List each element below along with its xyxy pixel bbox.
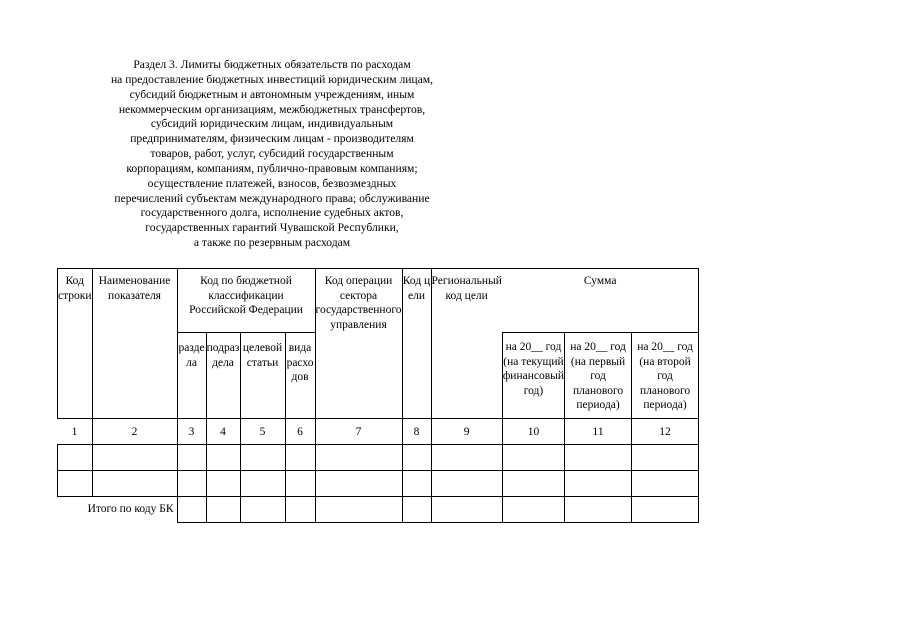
heading-line: субсидий юридическим лицам, индивидуальным: [150, 117, 394, 131]
heading-line: на предоставление бюджетных инвестиций юридическим лицам,: [110, 72, 434, 86]
table-cell: [285, 445, 315, 471]
table-cell: [565, 471, 632, 497]
heading-line: товаров, работ, услуг, субсидий государственным: [150, 147, 394, 161]
table-cell: [240, 445, 285, 471]
header-sum-group: Сумма: [502, 269, 698, 333]
heading-line: осуществление платежей, взносов, безвозмездных: [147, 176, 397, 190]
table-cell: [58, 445, 93, 471]
total-cell: [565, 497, 632, 523]
total-cell: [431, 497, 502, 523]
col-number: 2: [92, 419, 177, 445]
header-year-second: на 20__ год (на второй год планового периода): [632, 333, 699, 419]
table-cell: [502, 445, 564, 471]
header-year-current: на 20__ год (на текущий финансовый год): [502, 333, 564, 419]
header-subsection: подраздела: [206, 333, 240, 419]
col-number: 1: [58, 419, 93, 445]
col-number: 12: [632, 419, 699, 445]
total-cell: [240, 497, 285, 523]
table-cell: [206, 445, 240, 471]
total-cell: [315, 497, 402, 523]
table-row: [58, 445, 699, 471]
table-row: [58, 471, 699, 497]
heading-line: Раздел 3. Лимиты бюджетных обязательств по расходам: [133, 58, 411, 71]
header-indicator-name: Наименование показателя: [92, 269, 177, 419]
heading-line: государственных гарантий Чувашской Республики,: [145, 221, 399, 235]
col-number: 7: [315, 419, 402, 445]
table-cell: [315, 445, 402, 471]
header-sector-operation: Код операции сектора государственного управления: [315, 269, 402, 419]
col-number: 5: [240, 419, 285, 445]
header-target-item: целевой статьи: [240, 333, 285, 419]
heading-line: корпорациям, компаниям, публично-правовым компаниям;: [126, 161, 418, 175]
header-line-code: Код строки: [58, 269, 93, 419]
heading-line: некоммерческим организациям, межбюджетных трансфертов,: [118, 102, 426, 116]
col-number: 8: [402, 419, 431, 445]
header-regional-target-code: Региональный код цели: [431, 269, 502, 419]
col-number: 9: [431, 419, 502, 445]
budget-limits-table: [57, 268, 699, 523]
column-number-row: [58, 419, 699, 445]
header-target-code: Код цели: [402, 269, 431, 419]
section-heading: [72, 58, 472, 251]
total-cell: [206, 497, 240, 523]
table-cell: [315, 471, 402, 497]
header-expense-type: вида расходов: [285, 333, 315, 419]
table-cell: [58, 471, 93, 497]
heading-line: а также по резервным расходам: [193, 236, 351, 250]
table-cell: [92, 445, 177, 471]
table-cell: [431, 471, 502, 497]
table-cell: [565, 445, 632, 471]
total-cell: [502, 497, 564, 523]
table-cell: [177, 445, 206, 471]
total-row: [58, 497, 699, 523]
header-year-first: на 20__ год (на первый год планового периода): [565, 333, 632, 419]
col-number: 10: [502, 419, 564, 445]
heading-line: субсидий бюджетным и автономным учреждениям, иным: [129, 87, 415, 101]
col-number: 3: [177, 419, 206, 445]
table-cell: [92, 471, 177, 497]
header-bk-group: Код по бюджетной классификации Российской Федерации: [177, 269, 315, 333]
total-cell: [285, 497, 315, 523]
table-cell: [402, 445, 431, 471]
heading-line: перечислений субъектам международного права; обслуживание: [114, 191, 430, 205]
table-cell: [502, 471, 564, 497]
table-cell: [177, 471, 206, 497]
col-number: 4: [206, 419, 240, 445]
table-cell: [402, 471, 431, 497]
total-cell: [632, 497, 699, 523]
total-cell: [402, 497, 431, 523]
total-label: Итого по коду БК: [87, 503, 174, 516]
total-cell: [177, 497, 206, 523]
table-cell: [632, 445, 699, 471]
heading-line: предпринимателям, физическим лицам - производителям: [130, 132, 414, 146]
table-cell: [632, 471, 699, 497]
col-number: 6: [285, 419, 315, 445]
heading-line: государственного долга, исполнение судебных актов,: [140, 206, 404, 220]
col-number: 11: [565, 419, 632, 445]
table-cell: [431, 445, 502, 471]
table-cell: [206, 471, 240, 497]
header-section: раздела: [177, 333, 206, 419]
table-cell: [285, 471, 315, 497]
table-cell: [240, 471, 285, 497]
